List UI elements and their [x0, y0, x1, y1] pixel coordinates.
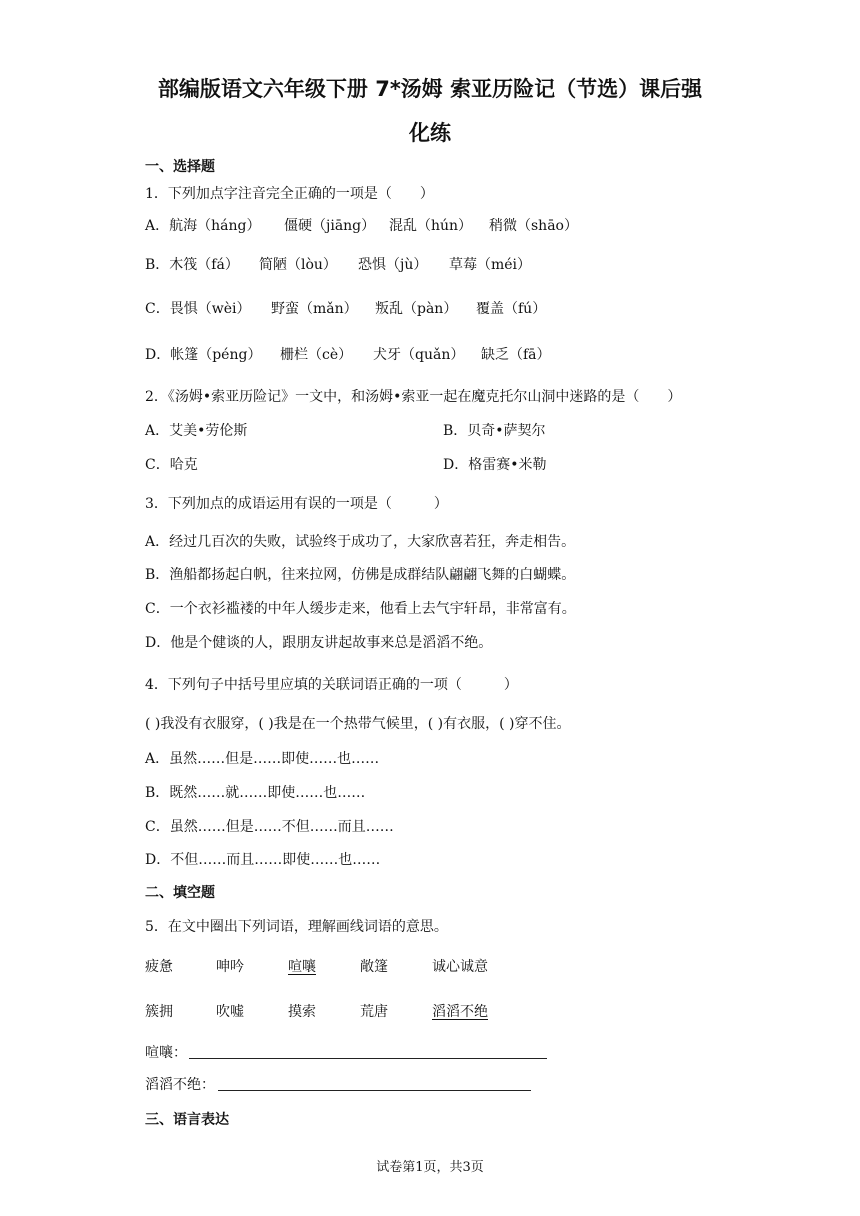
q5-answer-line-1[interactable]	[189, 1058, 547, 1059]
q4-option-b: B．既然……就……即使……也……	[145, 785, 366, 801]
q5-word: 摸索	[288, 1004, 316, 1020]
q2-option-d: D．格雷赛•米勒	[443, 457, 547, 473]
q5-word: 敞篷	[360, 959, 388, 975]
q5-blank-label-2: 滔滔不绝：	[145, 1077, 215, 1093]
q5-word-underlined: 滔滔不绝	[432, 1004, 488, 1020]
q1-option-b-2: 简陋（lòu）	[259, 257, 337, 273]
question-4-stem: 4．下列句子中括号里应填的关联词语正确的一项（ ）	[145, 677, 518, 693]
page-title-line-2: 化练	[409, 121, 451, 145]
question-5-stem: 5．在文中圈出下列词语，理解画线词语的意思。	[145, 919, 448, 935]
q5-word: 疲惫	[145, 959, 173, 975]
question-2-stem: 2．《汤姆•索亚历险记》一文中，和汤姆•索亚一起在魔克托尔山洞中迷路的是（ ）	[145, 389, 682, 405]
page-title-line-1: 部编版语文六年级下册 7*汤姆 索亚历险记（节选）课后强	[157, 77, 703, 101]
q3-option-d: D．他是个健谈的人，跟朋友讲起故事来总是滔滔不绝。	[145, 635, 493, 651]
q1-option-a-3: 混乱（hún）	[389, 218, 473, 234]
q2-option-a: A．艾美•劳伦斯	[145, 423, 248, 439]
section-heading-fill: 二、填空题	[145, 885, 215, 901]
q1-option-c-3: 叛乱（pàn）	[375, 301, 458, 317]
q5-blank-label-1: 喧嚷：	[145, 1045, 187, 1061]
question-1-stem: 1．下列加点字注音完全正确的一项是（ ）	[145, 186, 434, 202]
q5-word: 诚心诚意	[432, 959, 488, 975]
q5-word: 呻吟	[216, 959, 244, 975]
q1-option-c-4: 覆盖（fú）	[476, 301, 547, 317]
q1-option-d-3: 犬牙（quǎn）	[373, 347, 465, 363]
q5-word: 簇拥	[145, 1004, 173, 1020]
q1-option-a-1: A．航海（háng）	[145, 218, 261, 234]
q5-word-underlined: 喧嚷	[288, 959, 316, 975]
q2-option-b: B．贝奇•萨契尔	[443, 423, 546, 439]
q1-option-c-2: 野蛮（mǎn）	[271, 301, 358, 317]
section-heading-choice: 一、选择题	[145, 159, 215, 175]
q4-option-d: D．不但……而且……即使……也……	[145, 852, 381, 868]
q1-option-b-4: 草莓（méi）	[449, 257, 532, 273]
q4-option-a: A．虽然……但是……即使……也……	[145, 751, 380, 767]
q5-word: 荒唐	[360, 1004, 388, 1020]
q4-option-c: C．虽然……但是……不但……而且……	[145, 819, 394, 835]
q1-option-b-3: 恐惧（jù）	[358, 257, 428, 273]
q3-option-b: B．渔船都扬起白帆，往来拉网，仿佛是成群结队翩翩飞舞的白蝴蝶。	[145, 567, 576, 583]
page-footer: 试卷第1页，共3页	[376, 1160, 484, 1175]
q1-option-c-1: C．畏惧（wèi）	[145, 301, 251, 317]
q1-option-a-4: 稍微（shāo）	[489, 218, 578, 234]
q5-answer-line-2[interactable]	[218, 1090, 531, 1091]
question-3-stem: 3．下列加点的成语运用有误的一项是（ ）	[145, 496, 448, 512]
q2-option-c: C．哈克	[145, 457, 198, 473]
q1-option-d-2: 栅栏（cè）	[280, 347, 353, 363]
q1-option-b-1: B．木筏（fá）	[145, 257, 239, 273]
q1-option-a-2: 僵硬（jiāng）	[284, 218, 376, 234]
q1-option-d-4: 缺乏（fā）	[481, 347, 551, 363]
section-heading-expression: 三、语言表达	[145, 1112, 229, 1128]
q3-option-a: A．经过几百次的失败，试验终于成功了，大家欣喜若狂，奔走相告。	[145, 534, 576, 550]
q1-option-d-1: D．帐篷（péng）	[145, 347, 262, 363]
q3-option-c: C．一个衣衫褴褛的中年人缓步走来，他看上去气宇轩昂，非常富有。	[145, 601, 576, 617]
q4-sentence: ( )我没有衣服穿，( )我是在一个热带气候里，( )有衣服，( )穿不住。	[145, 716, 571, 732]
q5-word: 吹嘘	[216, 1004, 244, 1020]
